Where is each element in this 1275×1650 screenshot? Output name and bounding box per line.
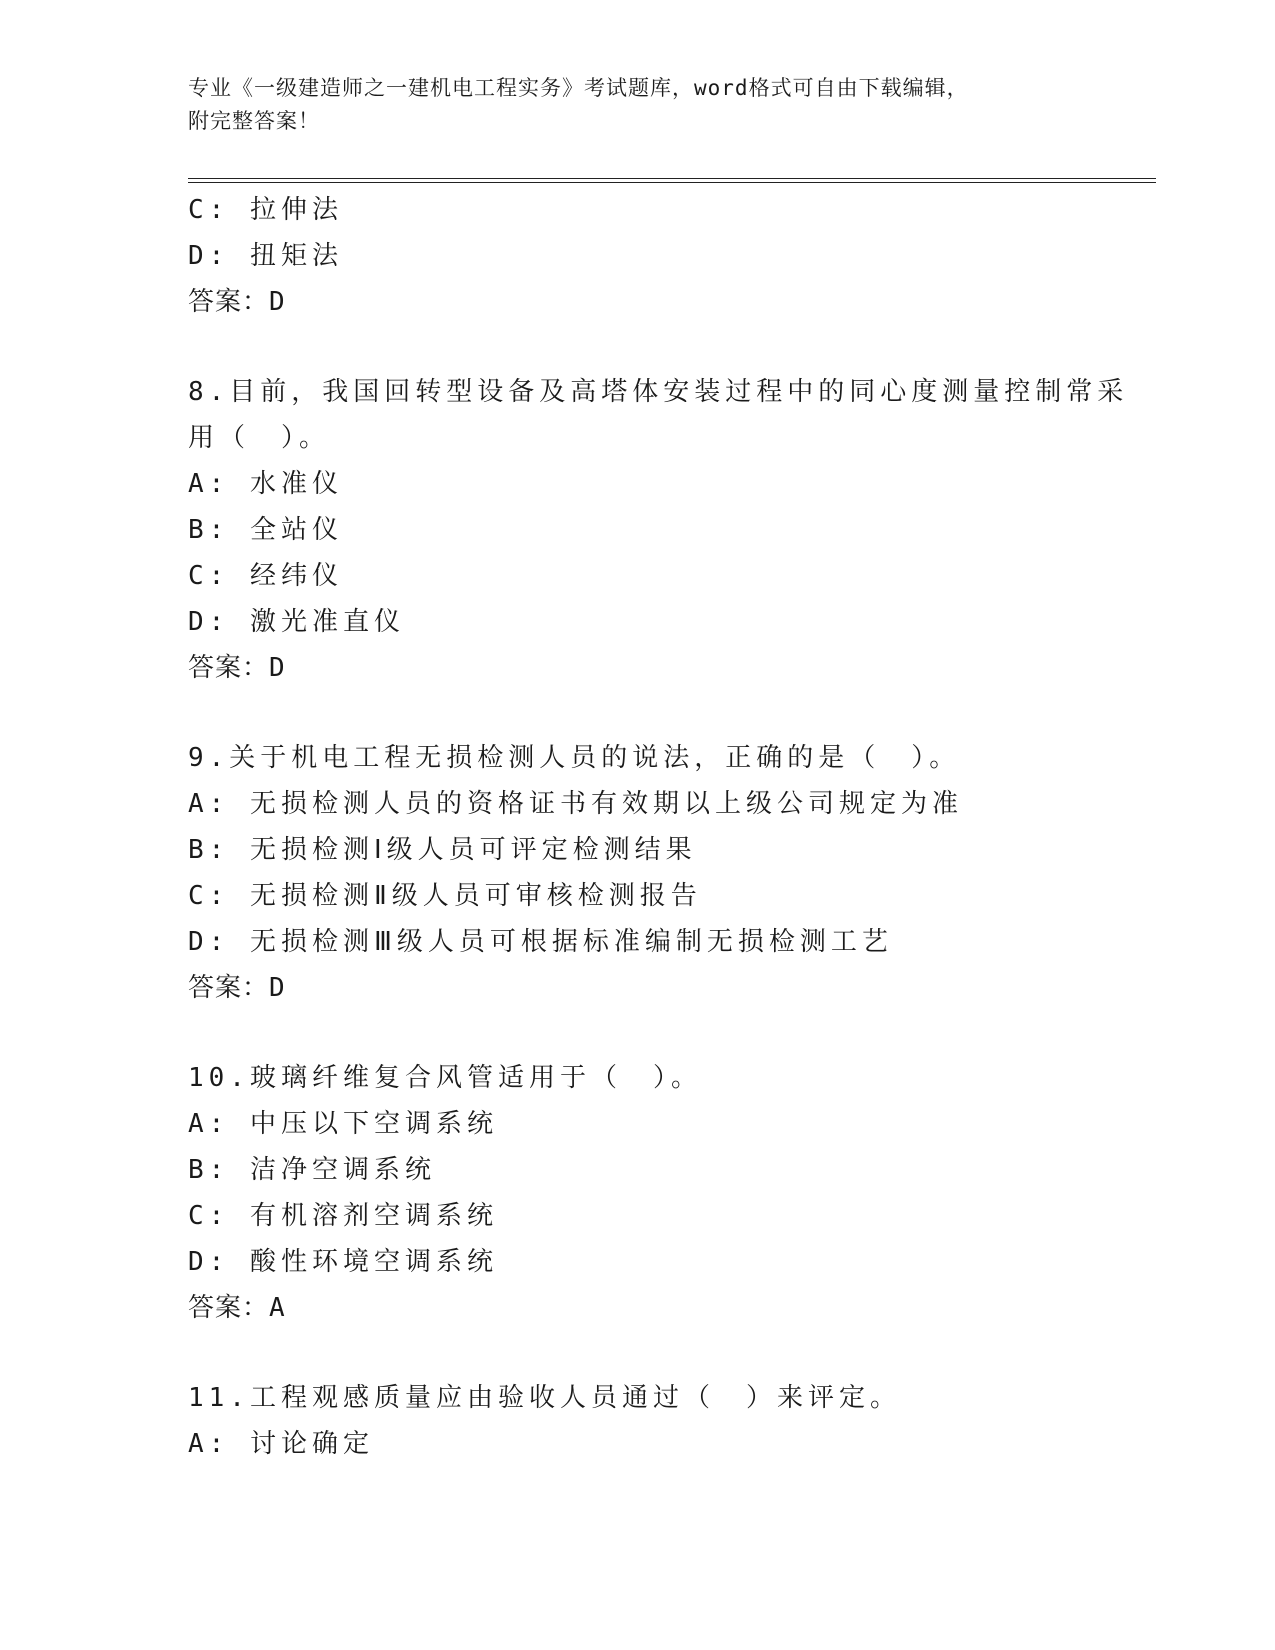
option-c: C: 经纬仪 [188,561,343,591]
option-a: A: 无损检测人员的资格证书有效期以上级公司规定为准 [188,789,963,819]
question-list [188,187,1148,1467]
option-d: D: 激光准直仪 [188,607,405,637]
option-a: A: 水准仪 [188,469,343,499]
option-a: A: 中压以下空调系统 [188,1109,498,1139]
question-stem: 10.玻璃纤维复合风管适用于（ ）。 [188,1063,702,1093]
question-stem: 8.目前，我国回转型设备及高塔体安装过程中的同心度测量控制常采 [188,377,1129,407]
header-line-2: 附完整答案！ [188,109,320,133]
question-stem: 11.工程观感质量应由验收人员通过（ ）来评定。 [188,1383,901,1413]
answer-line: 答案：D [188,287,286,317]
option-b: B: 洁净空调系统 [188,1155,436,1185]
option-b: B: 无损检测Ⅰ级人员可评定检测结果 [188,835,697,865]
question-10 [188,1055,1148,1331]
answer-line: 答案：D [188,653,286,683]
option-c: C: 无损检测Ⅱ级人员可审核检测报告 [188,881,702,911]
option-d: D: 酸性环境空调系统 [188,1247,498,1277]
question-8 [188,369,1148,691]
option-d: D: 扭矩法 [188,241,343,271]
question-stem-continued: 用（ ）。 [188,423,331,453]
option-c: C: 拉伸法 [188,195,343,225]
answer-line: 答案：A [188,1293,286,1323]
option-c: C: 有机溶剂空调系统 [188,1201,498,1231]
answer-line: 答案：D [188,973,286,1003]
option-d: D: 无损检测Ⅲ级人员可根据标准编制无损检测工艺 [188,927,893,957]
header-line-1: 专业《一级建造师之一建机电工程实务》考试题库，word格式可自由下载编辑， [188,76,969,100]
option-b: B: 全站仪 [188,515,343,545]
header-divider-top [188,178,1156,179]
question-7-continued [188,187,1148,325]
question-stem: 9.关于机电工程无损检测人员的说法，正确的是（ ）。 [188,743,961,773]
question-11 [188,1375,1148,1467]
document-header [188,72,1088,138]
question-9 [188,735,1148,1011]
option-a: A: 讨论确定 [188,1429,374,1459]
header-divider-bottom [188,182,1156,183]
